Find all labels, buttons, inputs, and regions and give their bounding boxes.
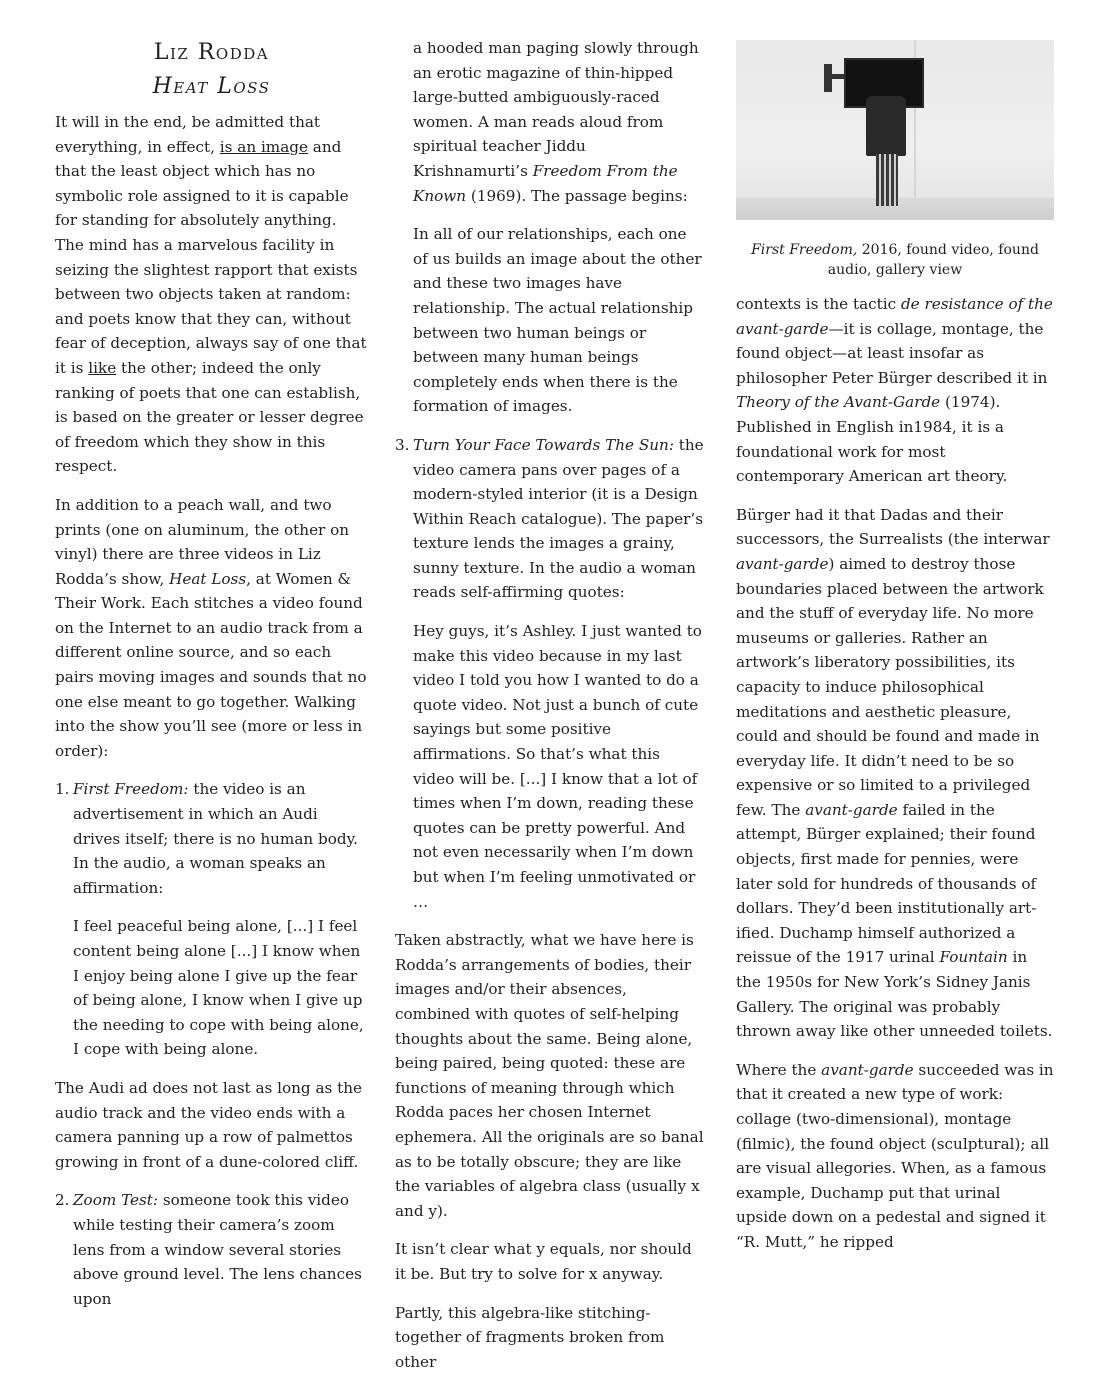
figure-legs (876, 154, 898, 206)
column-1 (55, 36, 368, 1311)
wall-mount (824, 64, 832, 92)
body-paragraph: Taken abstractly, what we have here is Rodda’s arrangements of bodies, their images and/or their absences, combined with quotes of self-helping thoughts about the same. Being alone, being paired, being quoted: these are functions of meaning through which Rodda paces her chosen Internet ephemera. All the originals are so banal as to be totally obscure; they are like the variables of algebra class (usually x and y). (395, 928, 705, 1223)
video-title: First Freedom: (73, 780, 189, 798)
column-3 (736, 36, 1054, 1255)
caption-title: First Freedom, (751, 242, 857, 258)
photo-caption: First Freedom, 2016, found video, found audio, gallery view (736, 240, 1054, 280)
underlined-word: like (88, 359, 116, 377)
show-title: Heat Loss (55, 70, 368, 104)
gallery-photo (736, 40, 1054, 220)
block-quote-affirmation: I feel peaceful being alone, [...] I feel content being alone [...] I know when I enjoy being alone I give up the fear of being alone, I know when I give up the needing to cope with being alone, I cope with being alone. (73, 914, 368, 1062)
list-item-first-freedom: 1. First Freedom: the video is an advertisement in which an Audi drives itself; there is no human body. In the audio, a woman speaks an affirmation: (55, 777, 368, 900)
list-number: 1. (55, 777, 70, 802)
figure-body (866, 96, 906, 156)
list-number: 2. (55, 1188, 70, 1213)
body-paragraph: Where the avant-garde succeeded was in that it created a new type of work: collage (two-dimensional), montage (filmic), the found object (sculptural); all are visual allegories. When, as a famous example, Duchamp put that urinal upside down on a pedestal and signed it “R. Mutt,” he ripped (736, 1058, 1054, 1255)
body-paragraph: The Audi ad does not last as long as the audio track and the video ends with a camera panning up a row of palmettos growing in front of a dune-colored cliff. (55, 1076, 368, 1174)
artist-name: Liz Rodda (55, 36, 368, 70)
book-title: Freedom From the Known (413, 162, 678, 205)
list-number: 3. (395, 433, 410, 458)
block-quote-krishnamurti: In all of our relationships, each one of us builds an image about the other and these two images have relationship. The actual relationship between two human beings or between many human beings completely ends when there is the formation of images. (413, 222, 705, 419)
body-paragraph: It isn’t clear what y equals, nor should it be. But try to solve for x anyway. (395, 1237, 705, 1286)
video-title: Zoom Test: (73, 1191, 158, 1209)
underlined-phrase: is an image (220, 138, 308, 156)
block-quote-ashley: Hey guys, it’s Ashley. I just wanted to make this video because in my last video I told you how I wanted to do a quote video. Not just a bunch of cute sayings but some positive affirmations. So that’s what this video will be. [...] I know that a lot of times when I’m down, reading these quotes can be pretty powerful. And not even necessarily when I’m down but when I’m feeling unmotivated or … (413, 619, 705, 914)
list-item-continuation: a hooded man paging slowly through an erotic magazine of thin-hipped large-butted ambiguously-raced women. A man reads aloud from spiritual teacher Jiddu Krishnamurti’s Freedom From the Known (1969). The passage begins: (413, 36, 705, 208)
list-item-zoom-test: 2. Zoom Test: someone took this video while testing their camera’s zoom lens from a window several stories above ground level. The lens chances upon (55, 1188, 368, 1311)
list-item-turn-your-face: 3. Turn Your Face Towards The Sun: the video camera pans over pages of a modern-styled interior (it is a Design Within Reach catalogue). The paper’s texture lends the images a grainy, sunny texture. In the audio a woman reads self-affirming quotes: (395, 433, 705, 605)
article-title (55, 36, 368, 104)
body-paragraph: Partly, this algebra-like stitching-together of fragments broken from other (395, 1301, 705, 1374)
body-paragraph: Bürger had it that Dadas and their successors, the Surrealists (the interwar avant-garde) aimed to destroy those boundaries placed between the artwork and the stuff of everyday life. No more museums or galleries. Rather an artwork’s liberatory possibilities, its capacity to induce philosophical meditations and aesthetic pleasure, could and should be found and made in everyday life. It didn’t need to be so expensive or so limited to a privileged few. The avant-garde failed in the attempt, Bürger explained; their found objects, first made for pennies, were later sold for hundreds of thousands of dollars. They’d been institutionally art-ified. Duchamp himself authorized a reissue of the 1917 urinal Fountain in the 1950s for New York’s Sidney Janis Gallery. The original was probably thrown away like other unneeded toilets. (736, 503, 1054, 1044)
epigraph-paragraph: It will in the end, be admitted that everything, in effect, is an image and that the least object which has no symbolic role assigned to it is capable for standing for absolutely anything. The mind has a marvelous facility in seizing the slightest rapport that exists between two objects taken at random: and poets know that they can, without fear of deception, always say of one that it is like the other; indeed the only ranking of poets that one can establish, is based on the greater or lesser degree of freedom which they show in this respect. (55, 110, 368, 479)
column-2 (395, 36, 705, 1374)
video-title: Turn Your Face Towards The Sun: (413, 436, 674, 454)
intro-paragraph: In addition to a peach wall, and two prints (one on aluminum, the other on vinyl) there are three videos in Liz Rodda’s show, Heat Loss, at Women & Their Work. Each stitches a video found on the Internet to an audio track from a different online source, and so each pairs moving images and sounds that no one else meant to go together. Walking into the show you’ll see (more or less in order): (55, 493, 368, 764)
body-paragraph: contexts is the tactic de resistance of the avant-garde—it is collage, montage, the found object—at least insofar as philosopher Peter Bürger described it in Theory of the Avant-Garde (1974). Published in English in1984, it is a foundational work for most contemporary American art theory. (736, 292, 1054, 489)
